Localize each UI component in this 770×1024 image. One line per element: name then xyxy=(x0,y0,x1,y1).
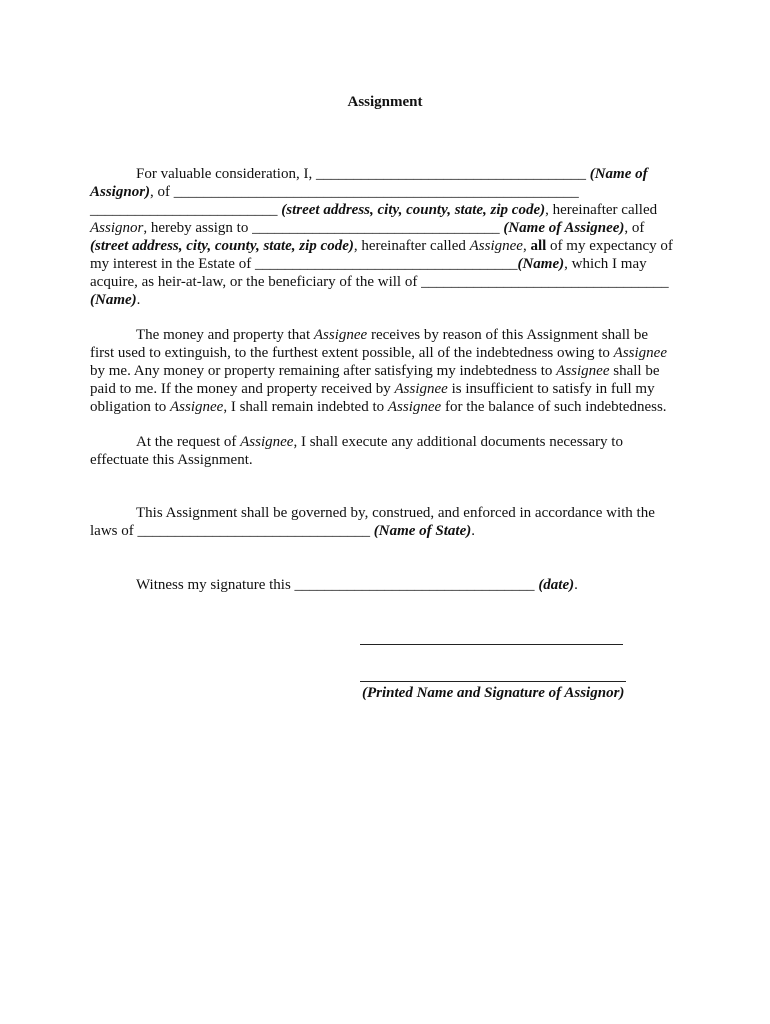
p2-line-3: by me. Any money or property remaining after satisfying my indebtedness to Assignee shall be xyxy=(90,363,660,379)
p1-line-2: Assignor), of ______________________________________________________ xyxy=(90,184,579,200)
p1-line-5: (street address, city, county, state, zip code), hereinafter called Assignee, all of my expectancy of xyxy=(90,238,673,254)
signature-label: (Printed Name and Signature of Assignor) xyxy=(362,685,625,701)
p3-line-2: effectuate this Assignment. xyxy=(90,452,253,468)
p2-line-4: paid to me. If the money and property received by Assignee is insufficient to satisfy in full my xyxy=(90,381,655,397)
paragraph-additional-documents xyxy=(90,433,690,469)
p4-line-2: laws of _______________________________ (Name of State). xyxy=(90,523,475,539)
p1-line-3: _________________________ (street address, city, county, state, zip code), hereinafter called xyxy=(90,202,658,218)
p2-line-1: The money and property that Assignee receives by reason of this Assignment shall be xyxy=(136,327,648,343)
p2-line-5: obligation to Assignee, I shall remain indebted to Assignee for the balance of such indebtedness. xyxy=(90,399,667,415)
printed-name-line[interactable] xyxy=(360,681,626,682)
p5-line-1: Witness my signature this ________________________________ (date). xyxy=(136,577,578,593)
paragraph-witness xyxy=(90,576,690,594)
document-title: Assignment xyxy=(347,94,423,110)
p1-line-8: (Name). xyxy=(90,292,141,308)
p3-line-1: At the request of Assignee, I shall execute any additional documents necessary to xyxy=(136,434,623,450)
p1-line-6: my interest in the Estate of ___________________________________(Name), which I may xyxy=(90,256,647,272)
paragraph-governing-law xyxy=(90,504,690,540)
p1-line-4: Assignor, hereby assign to _________________________________ (Name of Assignee), of xyxy=(90,220,645,236)
paragraph-assignor-details xyxy=(90,165,690,309)
paragraph-money-and-property xyxy=(90,326,690,416)
signature-line[interactable] xyxy=(360,644,623,645)
p2-line-2: first used to extinguish, to the furthest extent possible, all of the indebtedness owing to Assignee xyxy=(90,345,667,361)
p4-line-1: This Assignment shall be governed by, construed, and enforced in accordance with the xyxy=(136,505,655,521)
p1-line-1: For valuable consideration, I, ____________________________________ (Name of xyxy=(136,166,648,182)
p1-line-7: acquire, as heir-at-law, or the beneficiary of the will of _________________________________ xyxy=(90,274,669,290)
